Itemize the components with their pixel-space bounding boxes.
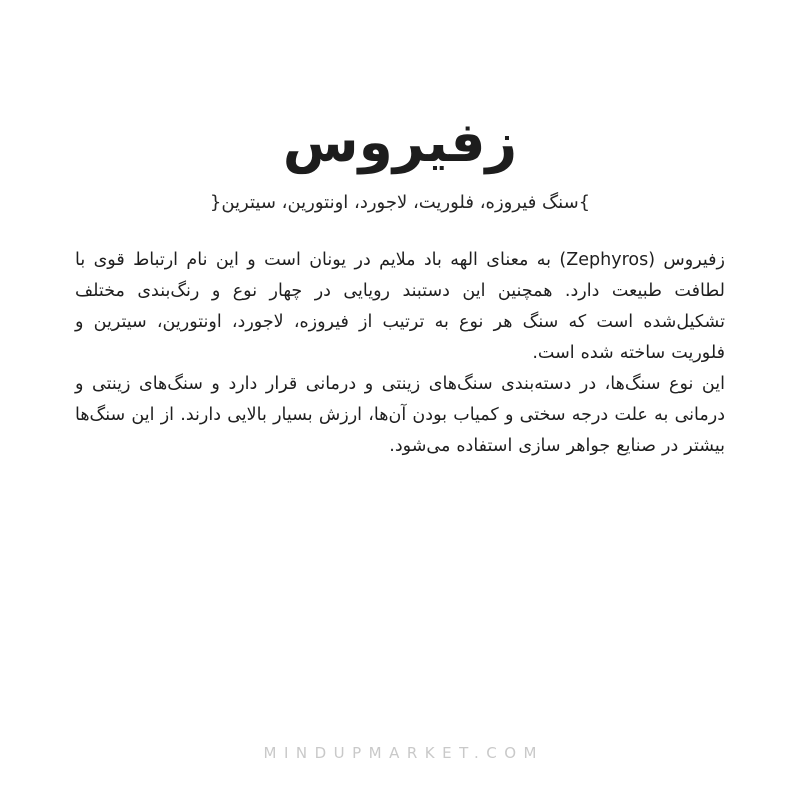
paragraph-stone-properties: این نوع سنگ‌ها، در دسته‌بندی سنگ‌های زینتی و درمانی قرار دارد و سنگ‌های زینتی و درمانی به علت درجه سختی و کمیاب بودن آن‌ها، ارزش بسیار بالایی دارند. از این سنگ‌ها بیشتر در صنایع جواهر سازی استفاده می‌شود. bbox=[75, 373, 725, 456]
document-content bbox=[75, 0, 725, 462]
page-title: زفیروس bbox=[282, 110, 518, 174]
body-copy bbox=[75, 215, 725, 462]
subtitle-gemstone-list: }سنگ فیروزه، فلوریت، لاجورد، اونتورین، سیترین{ bbox=[209, 191, 591, 213]
footer-watermark: MINDUPMARKET.COM bbox=[263, 744, 544, 762]
paragraph-origin-and-variants: زفیروس (Zephyros) به معنای الهه باد ملایم در یونان است و این نام ارتباط قوی با لطافت طبیعت دارد. همچنین این دستبند رویایی در چهار نوع و رنگ‌بندی مختلف تشکیل‌شده است که سنگ هر نوع به ترتیب از فیروزه، لاجورد، اونتورین، سیترین و فلوریت ساخته شده است. bbox=[75, 249, 725, 363]
